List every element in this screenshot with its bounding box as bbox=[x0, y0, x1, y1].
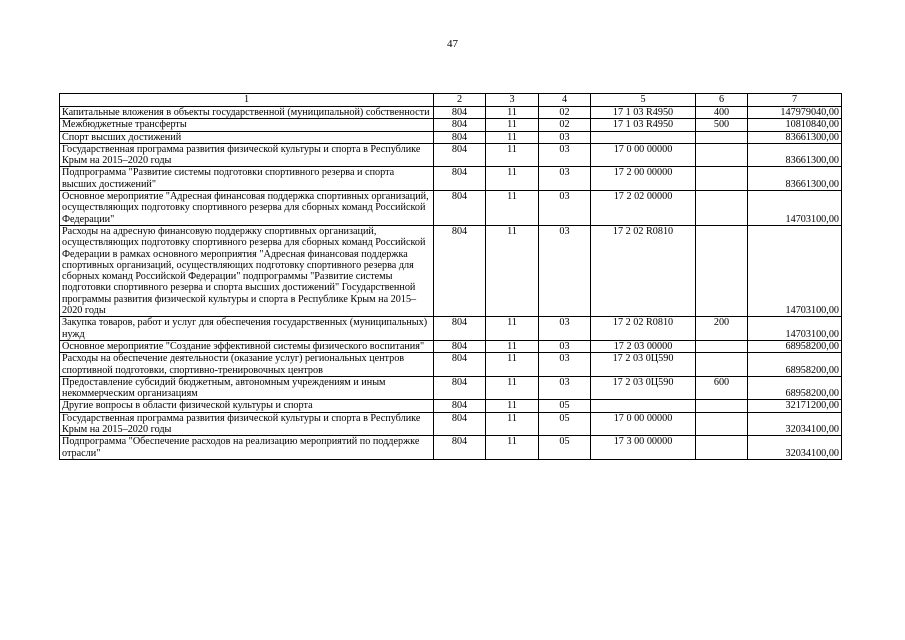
row-code-section: 11 bbox=[486, 436, 539, 460]
row-amount: 14703100,00 bbox=[748, 225, 842, 316]
row-code-expense-type bbox=[696, 167, 748, 191]
row-code-admin: 804 bbox=[434, 412, 486, 436]
table-row bbox=[60, 131, 842, 143]
row-amount: 32034100,00 bbox=[748, 412, 842, 436]
row-code-admin: 804 bbox=[434, 353, 486, 377]
table-row bbox=[60, 225, 842, 316]
row-name: Другие вопросы в области физической культуры и спорта bbox=[60, 400, 434, 412]
header-col-6: 6 bbox=[696, 94, 748, 107]
row-code-expense-type: 500 bbox=[696, 119, 748, 131]
row-code-expense-type bbox=[696, 225, 748, 316]
row-code-target bbox=[591, 131, 696, 143]
header-col-7: 7 bbox=[748, 94, 842, 107]
table-row bbox=[60, 191, 842, 226]
row-code-section: 11 bbox=[486, 191, 539, 226]
table-row bbox=[60, 107, 842, 119]
row-code-target: 17 2 02 00000 bbox=[591, 191, 696, 226]
row-code-expense-type bbox=[696, 412, 748, 436]
row-code-subsection: 05 bbox=[539, 436, 591, 460]
row-name: Государственная программа развития физической культуры и спорта в Республике Крым на 2015–2020 годы bbox=[60, 143, 434, 167]
row-code-expense-type bbox=[696, 400, 748, 412]
row-code-subsection: 03 bbox=[539, 225, 591, 316]
row-code-expense-type bbox=[696, 353, 748, 377]
row-code-admin: 804 bbox=[434, 119, 486, 131]
row-code-section: 11 bbox=[486, 317, 539, 341]
row-code-subsection: 03 bbox=[539, 143, 591, 167]
row-code-target: 17 2 02 R0810 bbox=[591, 225, 696, 316]
row-code-subsection: 03 bbox=[539, 317, 591, 341]
row-code-target: 17 2 03 0Ц590 bbox=[591, 353, 696, 377]
row-code-subsection: 03 bbox=[539, 353, 591, 377]
row-code-subsection: 03 bbox=[539, 131, 591, 143]
row-code-admin: 804 bbox=[434, 317, 486, 341]
row-name: Предоставление субсидий бюджетным, автономным учреждениям и иным некоммерческим организациям bbox=[60, 376, 434, 400]
row-code-expense-type: 600 bbox=[696, 376, 748, 400]
row-code-section: 11 bbox=[486, 412, 539, 436]
table-row bbox=[60, 412, 842, 436]
row-code-section: 11 bbox=[486, 107, 539, 119]
row-name: Подпрограмма "Развитие системы подготовки спортивного резерва и спорта высших достижений" bbox=[60, 167, 434, 191]
table-row bbox=[60, 317, 842, 341]
row-amount: 32171200,00 bbox=[748, 400, 842, 412]
row-code-admin: 804 bbox=[434, 225, 486, 316]
row-name: Закупка товаров, работ и услуг для обеспечения государственных (муниципальных) нужд bbox=[60, 317, 434, 341]
row-code-subsection: 03 bbox=[539, 191, 591, 226]
row-amount: 68958200,00 bbox=[748, 353, 842, 377]
row-code-section: 11 bbox=[486, 376, 539, 400]
row-code-subsection: 03 bbox=[539, 376, 591, 400]
row-name: Межбюджетные трансферты bbox=[60, 119, 434, 131]
row-code-subsection: 02 bbox=[539, 107, 591, 119]
header-col-5: 5 bbox=[591, 94, 696, 107]
row-code-target bbox=[591, 400, 696, 412]
row-code-target: 17 0 00 00000 bbox=[591, 143, 696, 167]
header-col-2: 2 bbox=[434, 94, 486, 107]
row-amount: 83661300,00 bbox=[748, 167, 842, 191]
row-code-target: 17 1 03 R4950 bbox=[591, 119, 696, 131]
row-code-target: 17 2 03 00000 bbox=[591, 340, 696, 352]
row-code-subsection: 03 bbox=[539, 167, 591, 191]
row-code-subsection: 03 bbox=[539, 340, 591, 352]
table-row bbox=[60, 376, 842, 400]
row-amount: 14703100,00 bbox=[748, 317, 842, 341]
row-code-section: 11 bbox=[486, 400, 539, 412]
row-name: Расходы на обеспечение деятельности (оказание услуг) региональных центров спортивной подготовки, спортивно-тренировочных центров bbox=[60, 353, 434, 377]
header-col-4: 4 bbox=[539, 94, 591, 107]
header-col-3: 3 bbox=[486, 94, 539, 107]
row-code-section: 11 bbox=[486, 167, 539, 191]
row-code-subsection: 05 bbox=[539, 400, 591, 412]
row-amount: 32034100,00 bbox=[748, 436, 842, 460]
row-name: Расходы на адресную финансовую поддержку спортивных организаций, осуществляющих подготовку спортивного резерва для сборных команд Российской Федерации в рамках основного мероприятия "Адресная финансовая поддержка спортивных организаций, осуществляющих подготовку спортивного резерва для сборных команд Российской Федерации" подпрограммы "Развитие системы подготовки спортивного резерва и спорта высших достижений" Государственной программы развития физической культуры и спорта в Республике Крым на 2015–2020 годы bbox=[60, 225, 434, 316]
table-row bbox=[60, 167, 842, 191]
page-number: 47 bbox=[447, 38, 458, 50]
budget-table bbox=[59, 93, 842, 460]
row-code-target: 17 3 00 00000 bbox=[591, 436, 696, 460]
row-name: Подпрограмма "Обеспечение расходов на реализацию мероприятий по поддержке отрасли" bbox=[60, 436, 434, 460]
header-col-1: 1 bbox=[60, 94, 434, 107]
row-code-subsection: 05 bbox=[539, 412, 591, 436]
row-code-expense-type bbox=[696, 340, 748, 352]
row-name: Основное мероприятие "Адресная финансовая поддержка спортивных организаций, осуществляющих подготовку спортивного резерва для сборных команд Российской Федерации" bbox=[60, 191, 434, 226]
row-code-expense-type bbox=[696, 191, 748, 226]
row-code-expense-type: 400 bbox=[696, 107, 748, 119]
table-row bbox=[60, 436, 842, 460]
row-code-admin: 804 bbox=[434, 143, 486, 167]
row-code-target: 17 2 02 R0810 bbox=[591, 317, 696, 341]
row-code-section: 11 bbox=[486, 119, 539, 131]
row-code-expense-type bbox=[696, 436, 748, 460]
row-code-subsection: 02 bbox=[539, 119, 591, 131]
row-code-expense-type bbox=[696, 143, 748, 167]
row-code-target: 17 0 00 00000 bbox=[591, 412, 696, 436]
table-row bbox=[60, 353, 842, 377]
row-amount: 10810840,00 bbox=[748, 119, 842, 131]
row-code-section: 11 bbox=[486, 131, 539, 143]
row-code-admin: 804 bbox=[434, 436, 486, 460]
row-code-target: 17 2 03 0Ц590 bbox=[591, 376, 696, 400]
row-code-admin: 804 bbox=[434, 376, 486, 400]
table-row bbox=[60, 340, 842, 352]
row-code-admin: 804 bbox=[434, 400, 486, 412]
row-code-admin: 804 bbox=[434, 167, 486, 191]
row-code-expense-type bbox=[696, 131, 748, 143]
row-amount: 68958200,00 bbox=[748, 340, 842, 352]
row-amount: 83661300,00 bbox=[748, 131, 842, 143]
row-name: Капитальные вложения в объекты государственной (муниципальной) собственности bbox=[60, 107, 434, 119]
row-code-admin: 804 bbox=[434, 191, 486, 226]
row-code-admin: 804 bbox=[434, 340, 486, 352]
row-amount: 14703100,00 bbox=[748, 191, 842, 226]
table-row bbox=[60, 143, 842, 167]
row-name: Спорт высших достижений bbox=[60, 131, 434, 143]
table-header-row bbox=[60, 94, 842, 107]
row-amount: 147979040,00 bbox=[748, 107, 842, 119]
row-code-section: 11 bbox=[486, 143, 539, 167]
row-code-section: 11 bbox=[486, 353, 539, 377]
row-code-expense-type: 200 bbox=[696, 317, 748, 341]
row-code-section: 11 bbox=[486, 340, 539, 352]
table-row bbox=[60, 400, 842, 412]
row-code-target: 17 2 00 00000 bbox=[591, 167, 696, 191]
row-name: Государственная программа развития физической культуры и спорта в Республике Крым на 2015–2020 годы bbox=[60, 412, 434, 436]
row-name: Основное мероприятие "Создание эффективной системы физического воспитания" bbox=[60, 340, 434, 352]
row-amount: 68958200,00 bbox=[748, 376, 842, 400]
table-row bbox=[60, 119, 842, 131]
row-code-target: 17 1 03 R4950 bbox=[591, 107, 696, 119]
row-amount: 83661300,00 bbox=[748, 143, 842, 167]
row-code-admin: 804 bbox=[434, 107, 486, 119]
row-code-section: 11 bbox=[486, 225, 539, 316]
row-code-admin: 804 bbox=[434, 131, 486, 143]
